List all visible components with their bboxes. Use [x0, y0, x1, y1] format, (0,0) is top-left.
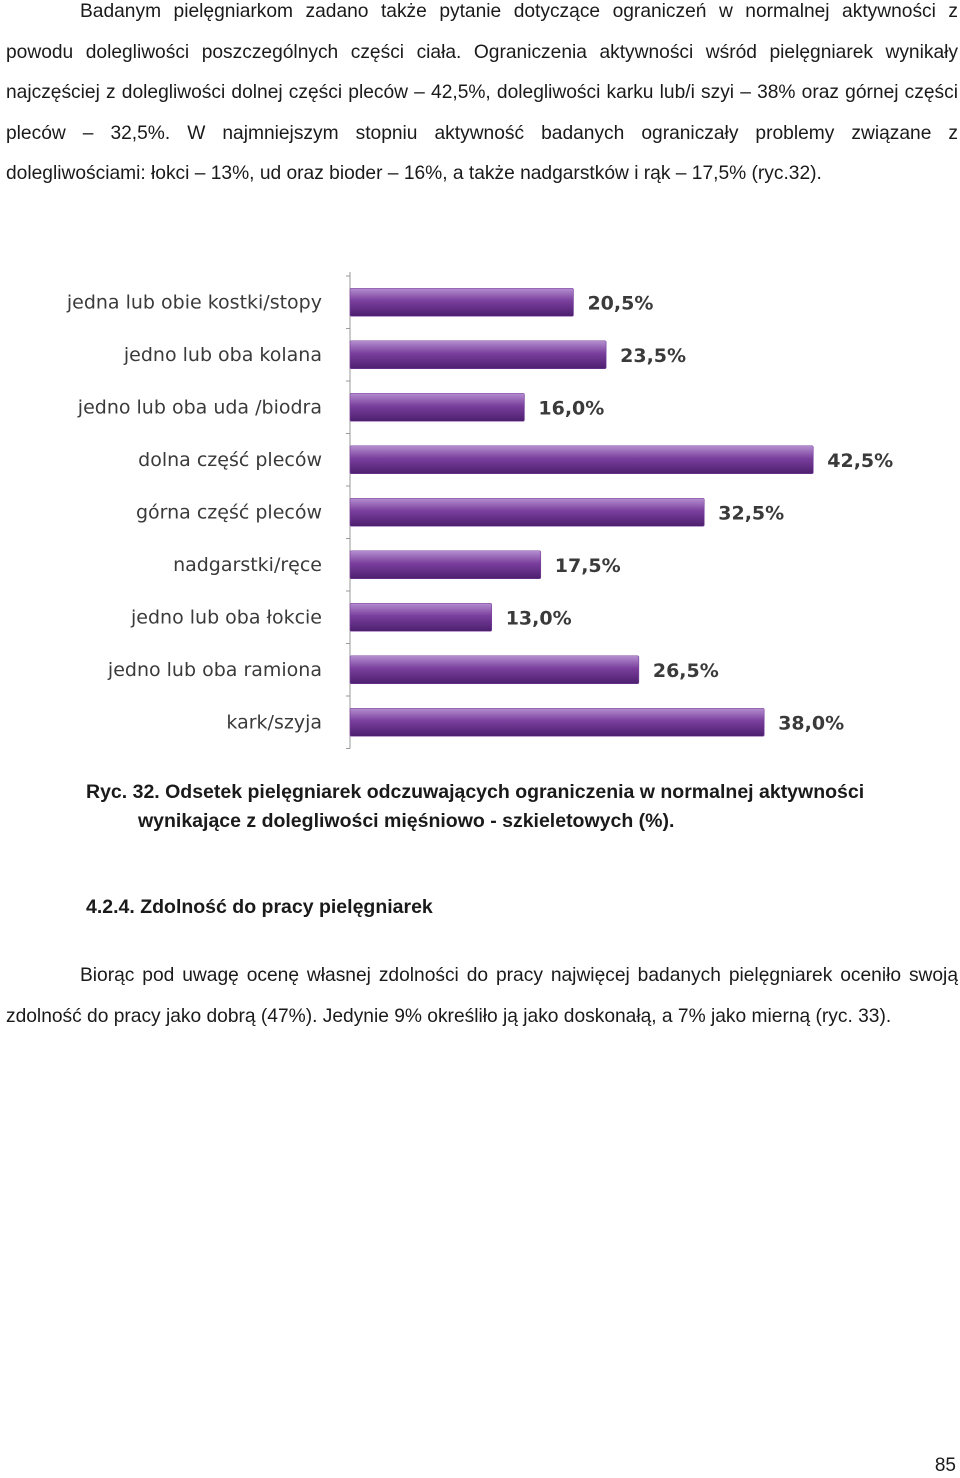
- body-paragraph-1: [6, 0, 958, 195]
- chart-bar: [350, 708, 764, 736]
- chart-value-label: 38,0%: [778, 712, 845, 735]
- chart-category-label: jedno lub oba ramiona: [107, 658, 322, 681]
- chart-category-label: nadgarstki/ręce: [173, 553, 322, 576]
- chart-value-label: 32,5%: [718, 502, 785, 525]
- chart-category-label: jedno lub oba łokcie: [131, 606, 322, 629]
- page-number: 85: [934, 1455, 956, 1476]
- chart-value-label: 13,0%: [505, 607, 572, 630]
- chart-value-label: 20,5%: [587, 292, 654, 315]
- bar-chart-activity-limitations: [0, 262, 960, 762]
- chart-category-label: górna część pleców: [135, 501, 322, 524]
- chart-bar: [350, 341, 606, 369]
- chart-bar: [350, 656, 639, 684]
- chart-bar: [350, 446, 813, 474]
- section-heading: 4.2.4. Zdolność do pracy pielęgniarek: [86, 896, 433, 918]
- figure-caption: [86, 778, 946, 836]
- chart-category-label: jedno lub oba kolana: [123, 343, 322, 366]
- paragraph-1-text: Badanym pielęgniarkom zadano także pytanie dotyczące ograniczeń w normalnej aktywności z powodu dolegliwości poszczególnych części ciała. Ograniczenia aktywności wśród pielęgniarek wynikały najczęściej z dolegliwości dolnej części pleców – 42,5%, dolegliwości karku lub/i szyi – 38% oraz górnej części pleców – 32,5%. W najmniejszym stopniu aktywność badanych ograniczały problemy związane z dolegliwościami: łokci – 13%, ud oraz bioder – 16%, a także nadgarstków i rąk – 17,5% (ryc.32).: [6, 1, 958, 184]
- chart-value-label: 26,5%: [652, 659, 719, 682]
- chart-bar: [350, 551, 541, 579]
- caption-line-1: Ryc. 32. Odsetek pielęgniarek odczuwających ograniczenia w normalnej aktywności: [86, 781, 865, 803]
- chart-category-label: jedno lub oba uda /biodra: [77, 396, 322, 419]
- chart-value-label: 16,0%: [538, 397, 605, 420]
- chart-bar: [350, 498, 704, 526]
- chart-category-label: jedna lub obie kostki/stopy: [66, 291, 322, 314]
- chart-category-label: kark/szyja: [226, 711, 322, 734]
- paragraph-2-text: Biorąc pod uwagę ocenę własnej zdolności do pracy najwięcej badanych pielęgniarek oceniło swoją zdolność do pracy jako dobrą (47%). Jedynie 9% określiło ją jako doskonałą, a 7% jako mierną (ryc. 33).: [6, 965, 958, 1027]
- chart-bar: [350, 288, 573, 316]
- chart-value-label: 17,5%: [554, 554, 621, 577]
- chart-bar: [350, 393, 524, 421]
- caption-line-2: wynikające z dolegliwości mięśniowo - szkieletowych (%).: [138, 810, 675, 832]
- body-paragraph-2: [6, 956, 958, 1037]
- chart-category-label: dolna część pleców: [138, 448, 322, 471]
- chart-bar: [350, 603, 492, 631]
- chart-value-label: 42,5%: [827, 449, 894, 472]
- chart-value-label: 23,5%: [620, 344, 687, 367]
